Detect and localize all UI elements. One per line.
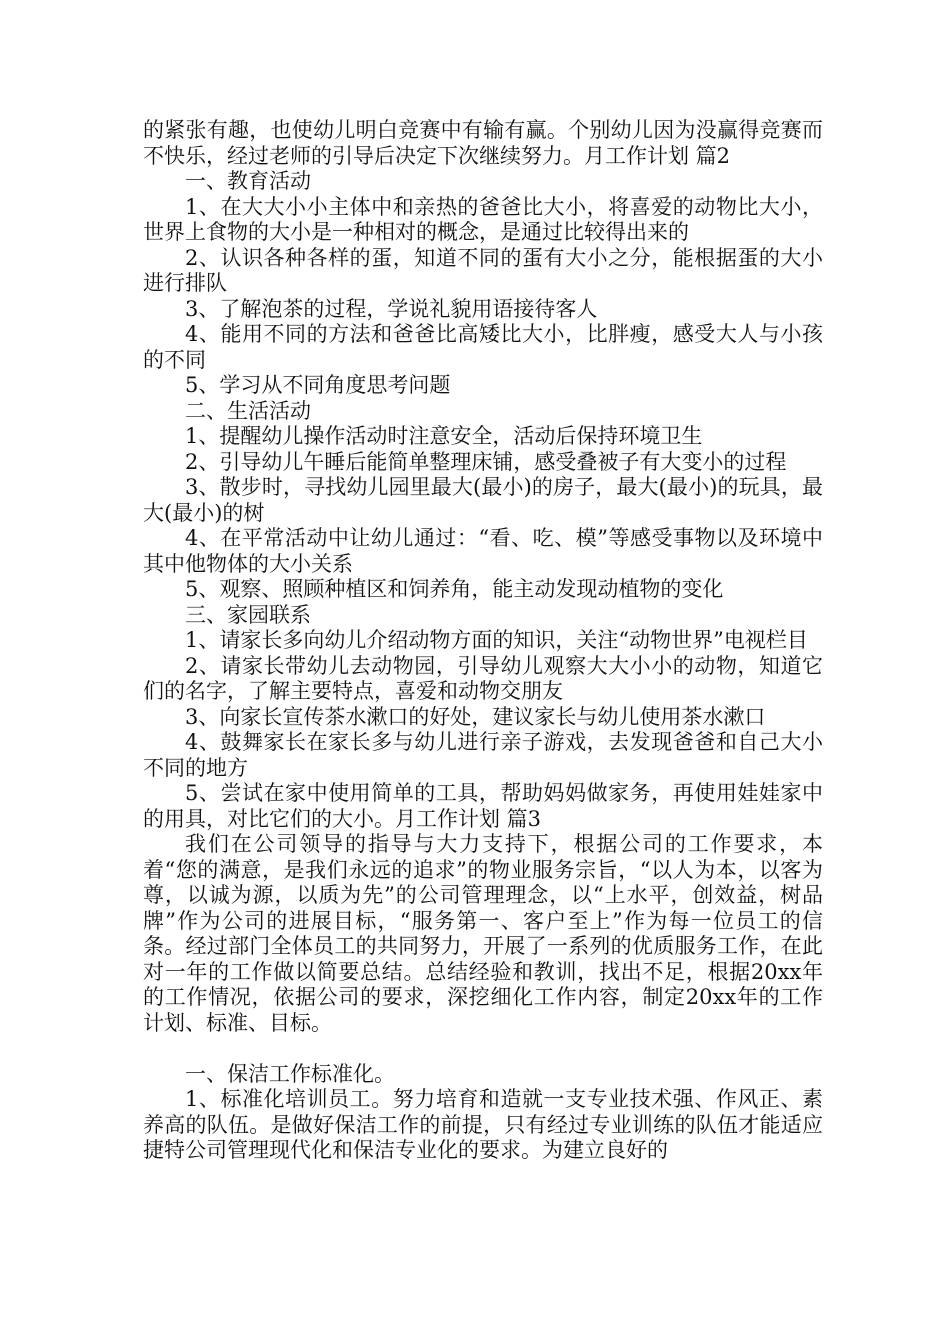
list-item: 3、散步时，寻找幼儿园里最大(最小)的房子，最大(最小)的玩具，最大(最小)的树 [143, 475, 823, 525]
list-item: 4、能用不同的方法和爸爸比高矮比大小，比胖瘦，感受大人与小孩的不同 [143, 322, 823, 372]
list-item: 2、引导幼儿午睡后能简单整理床铺，感受叠被子有大变小的过程 [185, 449, 787, 474]
section-heading: 一、教育活动 [185, 169, 311, 193]
section-heading: 二、生活活动 [185, 398, 311, 423]
list-item: 5、学习从不同角度思考问题 [185, 373, 451, 397]
list-item: 4、鼓舞家长在家长多与幼儿进行亲子游戏，去发现爸爸和自己大小不同的地方 [143, 730, 823, 780]
list-item: 2、认识各种各样的蛋，知道不同的蛋有大小之分，能根据蛋的大小进行排队 [143, 245, 823, 295]
document-body [143, 118, 823, 1164]
list-item: 4、在平常活动中让幼儿通过：“看、吃、模”等感受事物以及环境中其中他物体的大小关系 [143, 526, 823, 576]
section-heading: 一、保洁工作标准化。 [185, 1061, 395, 1086]
list-item: 5、观察、照顾种植区和饲养角，能主动发现动植物的变化 [185, 577, 724, 601]
body-paragraph: 我们在公司领导的指导与大力支持下，根据公司的工作要求，本着“您的满意，是我们永远的追求”的物业服务宗旨，“以人为本，以客为尊，以诚为源，以质为先”的公司管理理念，以“上水平，创效益，树品牌”作为公司的进展目标，“服务第一、客户至上”作为每一位员工的信条。经过部门全体员工的共同努力，开展了一系列的优质服务工作，在此对一年的工作做以简要总结。总结经验和教训，找出不足，根据20xx年的工作情况，依据公司的要求，深挖细化工作内容，制定20xx年的工作计划、标准、目标。 [143, 832, 823, 1035]
list-item: 1、在大大小小主体中和亲热的爸爸比大小，将喜爱的动物比大小，世界上食物的大小是一种相对的概念，是通过比较得出来的 [143, 194, 823, 244]
list-item: 2、请家长带幼儿去动物园，引导幼儿观察大大小小的动物，知道它们的名字，了解主要特点，喜爱和动物交朋友 [143, 653, 823, 703]
list-item: 1、提醒幼儿操作活动时注意安全，活动后保持环境卫生 [185, 424, 703, 448]
paragraph-spacer [143, 1036, 823, 1062]
list-item: 5、尝试在家中使用简单的工具，帮助妈妈做家务，再使用娃娃家中的用具，对比它们的大小。月工作计划 篇3 [143, 781, 823, 831]
paragraph-continued: 的紧张有趣，也使幼儿明白竞赛中有输有赢。个别幼儿因为没赢得竞赛而不快乐，经过老师的引导后决定下次继续努力。月工作计划 篇2 [143, 118, 823, 168]
body-paragraph: 1、标准化培训员工。努力培育和造就一支专业技术强、作风正、素养高的队伍。是做好保洁工作的前提，只有经过专业训练的队伍才能适应捷特公司管理现代化和保洁专业化的要求。为建立良好的 [143, 1087, 823, 1162]
list-item: 1、请家长多向幼儿介绍动物方面的知识，关注“动物世界”电视栏目 [185, 628, 808, 652]
list-item: 3、向家长宣传茶水漱口的好处，建议家长与幼儿使用茶水漱口 [185, 704, 766, 729]
section-heading: 三、家园联系 [185, 602, 311, 627]
list-item: 3、了解泡茶的过程，学说礼貌用语接待客人 [185, 296, 598, 321]
